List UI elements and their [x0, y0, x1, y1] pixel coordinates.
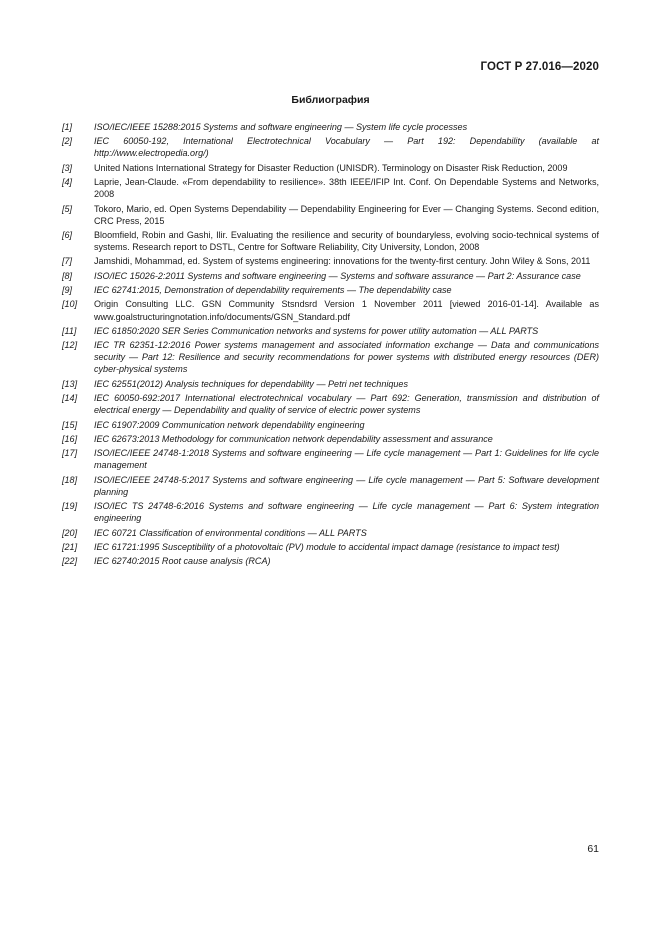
reference-text: IEC 62673:2013 Methodology for communication network dependability assessment and assurance: [94, 433, 493, 444]
reference-number: [8]: [62, 270, 73, 281]
reference-number: [11]: [62, 325, 77, 336]
reference-number: [10]: [62, 299, 78, 310]
reference-number: [13]: [62, 378, 78, 389]
reference-item: [62, 270, 599, 282]
reference-number: [22]: [62, 556, 78, 567]
reference-number: [18]: [62, 474, 78, 485]
reference-number: [4]: [62, 177, 73, 188]
reference-number: [12]: [62, 340, 78, 351]
reference-text: Laprie, Jean-Claude. «From dependability to resilience». 38th IEEE/IFIP Int. Conf. On Dependable Systems and Networks, 2008: [94, 177, 599, 200]
reference-item: [62, 447, 599, 471]
bibliography-list: [62, 121, 599, 570]
reference-item: [62, 527, 599, 539]
reference-item: [62, 378, 599, 390]
reference-number: [6]: [62, 230, 73, 240]
reference-item: [62, 176, 599, 200]
reference-number: [14]: [62, 393, 78, 404]
reference-text: ISO/IEC/IEEE 24748-1:2018 Systems and software engineering — Life cycle management — Part 1: Guidelines for life cycle management: [94, 448, 599, 471]
reference-number: [20]: [62, 527, 78, 538]
reference-number: [5]: [62, 203, 73, 214]
reference-text: ISO/IEC TS 24748-6:2016 Systems and software engineering — Life cycle management — Part 6: System integration engineering: [94, 501, 599, 524]
reference-text: IEC 60050-192, International Electrotechnical Vocabulary — Part 192: Dependability (available at http://www.electropedia.org/): [94, 136, 599, 159]
reference-number: [19]: [62, 501, 78, 512]
page-number: 61: [587, 843, 599, 855]
reference-number: [7]: [62, 256, 73, 267]
reference-text: Bloomfield, Robin and Gashi, Ilir. Evaluating the resilience and security of boundaryless, evolving socio-technical systems of systems. Research report to DSTL, Centre for Software Reliability, City University, London, 2008: [94, 230, 599, 253]
reference-number: [21]: [62, 541, 78, 552]
reference-text: Tokoro, Mario, ed. Open Systems Dependability — Dependability Engineering for Ever — Changing Systems. Second edition, CRC Press, 2015: [94, 203, 599, 226]
reference-item: [62, 298, 599, 322]
reference-item: [62, 541, 599, 553]
reference-number: [17]: [62, 448, 78, 459]
reference-text: IEC TR 62351-12:2016 Power systems management and associated information exchange — Data and communications security — Part 12: Resilience and security recommendations for power systems with distributed energy resources (DER) cyber-physical systems: [94, 340, 599, 375]
reference-text: ISO/IEC/IEEE 15288:2015 Systems and software engineering — System life cycle processes: [94, 122, 468, 132]
reference-text: IEC 62551(2012) Analysis techniques for dependability — Petri net techniques: [94, 378, 408, 389]
reference-item: [62, 474, 599, 498]
reference-number: [3]: [62, 162, 73, 173]
reference-text: ISO/IEC 15026-2:2011 Systems and software engineering — Systems and software assurance — Part 2: Assurance case: [94, 270, 581, 281]
reference-item: [62, 339, 599, 375]
standard-code-header: ГОСТ Р 27.016—2020: [480, 61, 599, 73]
reference-number: [16]: [62, 433, 78, 444]
reference-item: [62, 162, 599, 174]
reference-item: [62, 555, 599, 567]
reference-item: [62, 135, 599, 159]
reference-item: [62, 419, 599, 431]
reference-text: ISO/IEC/IEEE 24748-5:2017 Systems and software engineering — Life cycle management — Part 5: Software development planning: [94, 474, 599, 497]
reference-text: Origin Consulting LLC. GSN Community Stsndsrd Version 1 November 2011 [viewed 2016-01-14]. Available as www.goalstructuringnotation.info/documents/GSN_Standard.pdf: [94, 299, 599, 322]
reference-item: [62, 121, 599, 133]
reference-item: [62, 392, 599, 416]
reference-number: [15]: [62, 419, 78, 430]
reference-number: [9]: [62, 285, 73, 296]
reference-number: [2]: [62, 136, 73, 147]
reference-text: IEC 60721 Classification of environmental conditions — ALL PARTS: [94, 527, 367, 538]
reference-item: [62, 433, 599, 445]
reference-item: [62, 500, 599, 524]
reference-text: IEC 62741:2015, Demonstration of dependability requirements — The dependability case: [94, 285, 452, 296]
reference-text: United Nations International Strategy for Disaster Reduction (UNISDR). Terminology on Disaster Risk Reduction, 2009: [94, 162, 568, 173]
reference-number: [1]: [62, 122, 73, 132]
bibliography-title: Библиография: [291, 94, 370, 106]
reference-item: [62, 229, 599, 253]
reference-item: [62, 284, 599, 296]
reference-text: Jamshidi, Mohammad, ed. System of systems engineering: innovations for the twenty-first century. John Wiley & Sons, 2011: [94, 256, 591, 267]
reference-text: IEC 62740:2015 Root cause analysis (RCA): [94, 556, 271, 567]
reference-text: IEC 61850:2020 SER Series Communication networks and systems for power utility automation — ALL PARTS: [94, 325, 539, 336]
reference-text: IEC 61721:1995 Susceptibility of a photovoltaic (PV) module to accidental impact damage (resistance to impact test): [94, 541, 560, 552]
reference-text: IEC 60050-692:2017 International electrotechnical vocabulary — Part 692: Generation, transmission and distribution of electrical energy — Dependability and quality of service of electric power systems: [94, 393, 599, 416]
reference-item: [62, 255, 599, 267]
reference-text: IEC 61907:2009 Communication network dependability engineering: [94, 419, 365, 430]
reference-item: [62, 325, 599, 337]
reference-item: [62, 203, 599, 227]
